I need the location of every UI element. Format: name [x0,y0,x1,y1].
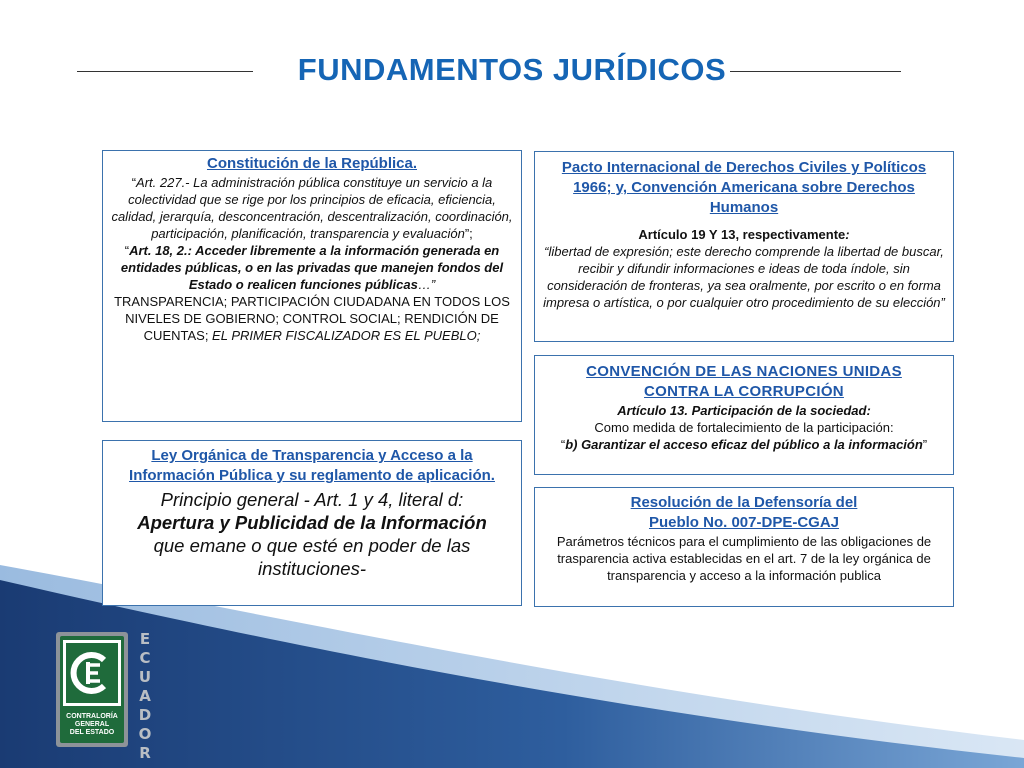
ecuador-letter: R [139,744,151,762]
art-227-text [109,174,515,242]
ombudsman-resolution-box [534,487,954,607]
pact-quote: “libertad de expresión; este derecho comprende la libertad de buscar, recibir y difundir informaciones e ideas de toda índole, sin consideración de fronteras, ya sea oralmente, por escrito o en forma impresa o artística, o por cualquier otro procedimiento de su elección” [543,244,945,310]
logo-line2: GENERAL [74,721,110,728]
logo-line3: DEL ESTADO [69,729,115,736]
quote-mark: …” [417,277,436,292]
un-quote-text: b) Garantizar el acceso eficaz del público a la información [565,437,923,452]
ecuador-letter: D [138,706,152,724]
resolution-body: Parámetros técnicos para el cumplimiento de las obligaciones de trasparencia activa establecidas en el art. 7 de la ley orgánica de transparencia y acceso a la información publica [556,534,932,583]
quote-mark: “ [560,437,566,452]
art-227-quote: Art. 227.- La administración pública constituye un servicio a la colectividad que se rige por los principios de eficacia, eficiencia, calidad, jerarquía, desconcentración, descentralización, coordinación, participación, planificación, transparencia y evaluación [111,175,513,241]
quote-mark: “ [131,175,137,190]
international-pact-box [534,151,954,342]
un-quote [541,436,947,453]
un-line1: Como medida de fortalecimiento de la participación: [594,420,894,435]
un-convention-link[interactable]: CONVENCIÓN DE LAS NACIONES UNIDAS CONTRA LA CORRUPCIÓN [586,363,902,400]
logo-text [59,713,125,737]
un-subhead: Artículo 13. Participación de la sociedad: [617,403,871,418]
quote-mark: ”; [464,226,473,241]
ecuador-letter: U [138,668,152,686]
quote-mark: “ [124,243,130,258]
ecuador-letter: O [138,725,152,743]
principle-bold-line: Apertura y Publicidad de la Información [137,512,487,533]
page-title-text: FUNDAMENTOS JURÍDICOS [294,52,730,87]
art-18-quote: Art. 18, 2.: Acceder libremente a la información generada en entidades públicas, o en las privadas que manejen fondos del Estado o realicen funciones públicas [120,243,504,292]
constitution-link[interactable]: Constitución de la República. [206,155,418,172]
transparency-law-box [102,440,522,606]
principle-line: Principio general - Art. 1 y 4, literal d: [160,489,464,510]
international-pact-link[interactable]: Pacto Internacional de Derechos Civiles y Políticos 1966; y, Convención Americana sobre Derechos Humanos [561,159,927,216]
principle-tail-line: que emane o que esté en poder de las instituciones- [153,535,471,579]
un-convention-box [534,355,954,475]
pact-subhead-colon: : [845,227,850,242]
closing-italic: EL PRIMER FISCALIZADOR ES EL PUEBLO; [208,328,481,343]
pact-subhead [541,226,947,243]
art-18-text [109,242,515,293]
logo-line1: CONTRALORÍA [66,713,118,720]
closing-regular: TRANSPARENCIA; PARTICIPACIÓN CIUDADANA EN TODOS LOS NIVELES DE GOBIERNO; CONTROL SOCIAL; RENDICIÓN DE CUENTAS; [114,294,510,343]
ecuador-letter: C [139,649,151,667]
constitution-box [102,150,522,422]
constitution-closing [109,293,515,344]
ecuador-vertical-text [136,630,154,763]
ecuador-letter: A [139,687,151,705]
ecuador-letter: E [139,630,151,648]
pact-subhead-text: Artículo 19 Y 13, respectivamente [638,227,846,242]
transparency-law-link[interactable]: Ley Orgánica de Transparencia y Acceso a la Información Pública y su reglamento de aplicación. [129,447,495,484]
ombudsman-resolution-link[interactable]: Resolución de la Defensoría del Pueblo No. 007-DPE-CGAJ [630,494,858,531]
quote-mark: ” [922,437,928,452]
page-title [0,52,1024,88]
